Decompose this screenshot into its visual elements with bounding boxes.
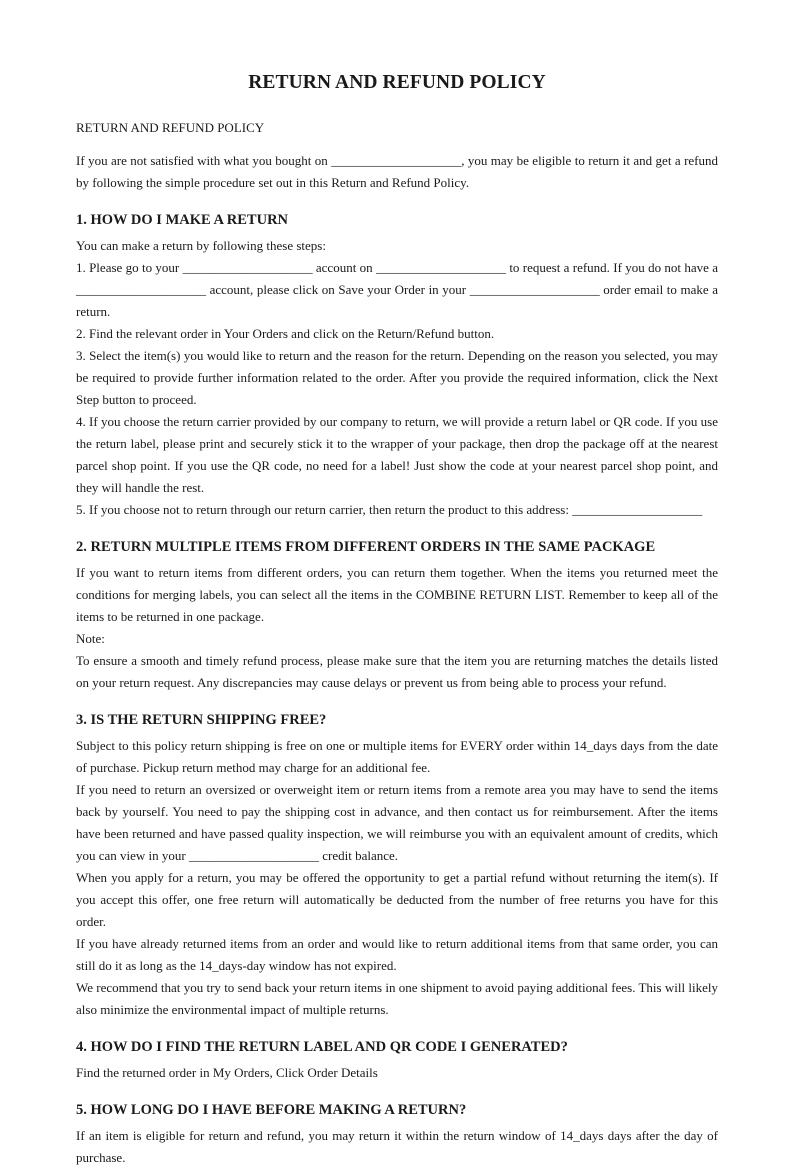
section-paragraph: Find the returned order in My Orders, Click Order Details: [76, 1065, 378, 1080]
section-heading: 4. HOW DO I FIND THE RETURN LABEL AND QR CODE I GENERATED?: [76, 1039, 568, 1055]
section-return-window: [76, 1101, 718, 1169]
section-find-label: [76, 1038, 718, 1084]
section-paragraph: 5. If you choose not to return through our return carrier, then return the product to this address: ____________________: [76, 502, 703, 517]
section-heading: 3. IS THE RETURN SHIPPING FREE?: [76, 712, 327, 728]
section-heading: 1. HOW DO I MAKE A RETURN: [76, 212, 289, 228]
section-paragraph: To ensure a smooth and timely refund process, please make sure that the item you are returning matches the details listed on your return request. Any discrepancies may cause delays or prevent us from being able to process your refund.: [76, 653, 718, 690]
section-heading: 2. RETURN MULTIPLE ITEMS FROM DIFFERENT ORDERS IN THE SAME PACKAGE: [76, 539, 656, 555]
intro-paragraph: If you are not satisfied with what you bought on ____________________, you may be eligible to return it and get a refund by following the simple procedure set out in this Return and Refund Policy.: [76, 153, 718, 190]
section-paragraph: 2. Find the relevant order in Your Orders and click on the Return/Refund button.: [76, 326, 495, 341]
section-paragraph: 1. Please go to your ____________________ account on ____________________ to request a refund. If you do not have a ____________________ account, please click on Save your Order in your ____________________ order email to make a return.: [76, 260, 718, 319]
document-subtitle: RETURN AND REFUND POLICY: [76, 120, 265, 135]
section-paragraph: 4. If you choose the return carrier provided by our company to return, we will provide a return label or QR code. If you use the return label, please print and securely stick it to the wrapper of your package, then drop the package off at the nearest parcel shop point. If you use the QR code, no need for a label! Just show the code at your nearest parcel shop point, and they will handle the rest.: [76, 414, 718, 495]
section-paragraph: Subject to this policy return shipping is free on one or multiple items for EVERY order within 14_days days from the date of purchase. Pickup return method may charge for an additional fee.: [76, 738, 718, 775]
document-title: RETURN AND REFUND POLICY: [248, 72, 546, 93]
section-paragraph: Note:: [76, 631, 105, 646]
section-paragraph: When you apply for a return, you may be offered the opportunity to get a partial refund without returning the item(s). If you accept this offer, one free return will automatically be deducted from the number of free returns you have for this order.: [76, 870, 718, 929]
section-paragraph: If you have already returned items from an order and would like to return additional items from that same order, you can still do it as long as the 14_days-day window has not expired.: [76, 936, 718, 973]
document-page: [76, 0, 718, 1169]
section-paragraph: If you need to return an oversized or overweight item or return items from a remote area you may have to send the items back by yourself. You need to pay the shipping cost in advance, and then contact us for reimbursement. After the items have been returned and have passed quality inspection, we will reimburse you with an equivalent amount of credits, which you can view in your ____________________ credit balance.: [76, 782, 718, 863]
section-heading: 5. HOW LONG DO I HAVE BEFORE MAKING A RETURN?: [76, 1102, 467, 1118]
section-paragraph: If an item is eligible for return and refund, you may return it within the return window of 14_days days after the day of purchase.: [76, 1128, 718, 1165]
section-return-shipping: [76, 711, 718, 1021]
section-paragraph: We recommend that you try to send back your return items in one shipment to avoid paying additional fees. This will likely also minimize the environmental impact of multiple returns.: [76, 980, 718, 1017]
section-how-to-return: [76, 211, 718, 521]
section-multiple-items: [76, 538, 718, 694]
section-paragraph: You can make a return by following these steps:: [76, 238, 326, 253]
section-paragraph: 3. Select the item(s) you would like to return and the reason for the return. Depending on the reason you selected, you may be required to provide further information related to the order. After you provide the required information, click the Next Step button to proceed.: [76, 348, 718, 407]
section-paragraph: If you want to return items from different orders, you can return them together. When the items you returned meet the conditions for merging labels, you can select all the items in the COMBINE RETURN LIST. Remember to keep all of the items to be returned in one package.: [76, 565, 718, 624]
